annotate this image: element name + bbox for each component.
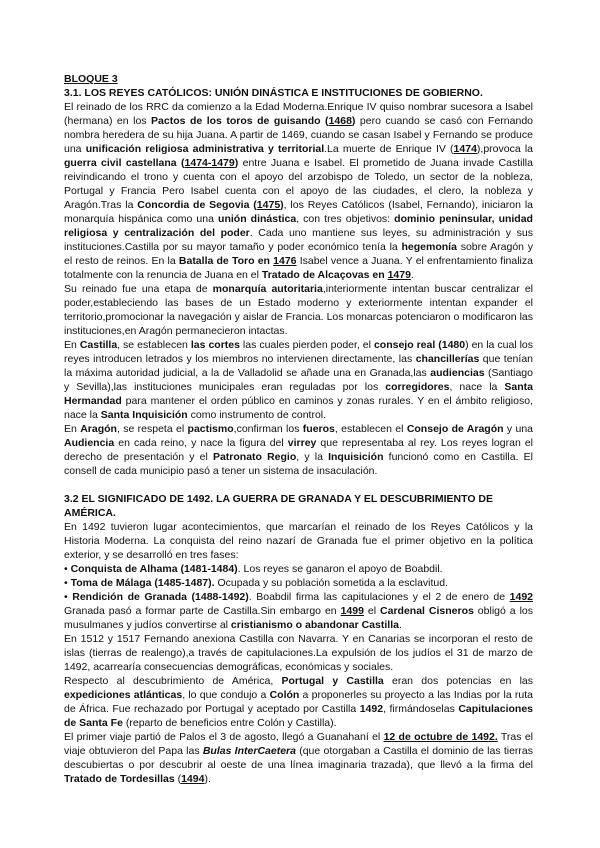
text-run: expediciones atlánticas [64, 689, 183, 701]
text-run: 12 de octubre de 1492. [383, 731, 498, 743]
text-run: a proponerles su proyecto a las Indias por la ruta de África. Fue rechazado por Portugal y aceptado por Castilla [64, 689, 533, 715]
text-run: 1474-1479 [184, 157, 235, 169]
text-run: , los Reyes Católicos (Isabel, Fernando), iniciaron la monarquía hispánica como una [64, 199, 533, 225]
text-run: las cortes [190, 339, 240, 351]
text-run: Portugal y Castilla [281, 675, 384, 687]
text-run: (que otorgaban a Castilla el dominio de las tierras descubiertas o por descubrir al oeste de una línea imaginaria trazada), que llevó a la firma del [64, 745, 534, 771]
section-2-title: 3.2 EL SIGNIFICADO DE 1492. LA GUERRA DE GRANADA Y EL DESCUBRIMIENTO DE AMÉRICA. [64, 493, 494, 519]
text-run: El primer viaje partió de Palos el 3 de agosto, llegó a Guanahaní el [64, 731, 384, 743]
text-run: funcionó como en Castilla. El consell de cada municipio pasó a tener un sistema de insaculación. [64, 451, 533, 477]
text-run: En [64, 339, 80, 351]
text-run: Castilla [79, 339, 118, 351]
text-run: . Cada uno mantiene sus leyes, su administración y sus instituciones.Castilla por su mayor tamaño y poder económico tenía la [64, 227, 533, 253]
text-run: Audiencia [64, 437, 115, 449]
paragraph [64, 576, 533, 590]
text-run: unificación religiosa administrativa y territorial [85, 143, 325, 155]
text-run: Santa Inquisición [100, 409, 188, 421]
text-run: , nace la [449, 381, 505, 393]
block-heading: BLOQUE 3 [64, 73, 118, 85]
text-run: eran dos potencias en las [383, 675, 533, 687]
text-run: entre Juana e Isabel. El prometido de Juana invade Castilla reivindicando el trono y cuenta con el apoyo del arzobispo de Toledo, un sector de la nobleza, Portugal y Francia Pero Isabel cuenta con el apoyo de las ciudades, el clero, la nobleza y Aragón.Tras la [64, 157, 533, 211]
text-run: Granada pasó a formar parte de Castilla.Sin embargo en [64, 605, 341, 617]
text-run: ,interiormente intentan buscar centralizar el poder,estableciendo las bases de un Estado moderno y exteriormente intentan expander el territorio,promocionar la navegación y aislar de Francia. Los monarcas potenciaron o modificaron las instituciones,en Aragón permanecieron intactas. [64, 283, 533, 337]
text-run: pactismo [187, 423, 234, 435]
text-run: monarquía autoritaria [212, 283, 323, 295]
text-run: . Los reyes se ganaron el apoyo de Boabdil. [237, 563, 443, 575]
text-run: como instrumento de control. [187, 409, 327, 421]
text-run: Tras el viaje obtuvieron del Papa las [64, 731, 533, 757]
text-run: Patronato Regio [212, 451, 297, 463]
text-run: , lo que condujo a [182, 689, 270, 701]
section-spacer [64, 478, 533, 492]
text-run: Tratado de Tordesillas [64, 773, 175, 785]
paragraph [64, 562, 533, 576]
text-run: dominio peninsular, unidad religiosa y centralización del poder [64, 213, 533, 239]
text-run: Capitulaciones de Santa Fe [64, 703, 533, 729]
text-run: 1499 [340, 605, 364, 617]
text-run: Toma de Málaga (1485-1487). [70, 577, 215, 589]
paragraph [64, 520, 533, 562]
text-run: hegemonía [401, 241, 457, 253]
text-run: (Santiago y Sevilla),las instituciones municipales eran reguladas por los [64, 367, 533, 393]
section-1-body [64, 100, 533, 478]
text-run: • [64, 591, 73, 603]
text-run: sobre Aragón y el resto de reinos. En la [64, 241, 534, 267]
text-run: Tratado de Alcaçovas en [261, 269, 388, 281]
text-run: en cada reino, y nace la figura del [114, 437, 288, 449]
text-run: . Boabdil firma las capitulaciones y el 2 de enero de [248, 591, 510, 603]
text-run: que tenían la máxima autoridad judicial, a la de Valladolid se añade una en Granada,las [64, 353, 533, 379]
text-run: pero cuando se casó con Fernando nombra heredera de su hija Juana. A partir de 1469, cuando se casan Isabel y Fernando se produce una [64, 115, 533, 155]
text-run: 1492 [509, 591, 533, 603]
text-run: . [398, 619, 402, 631]
text-run: , con tres objetivos: [296, 213, 395, 225]
text-run: (reparto de beneficios entre Colón y Castilla). [122, 717, 337, 729]
text-run: ( [174, 773, 182, 785]
paragraph [64, 422, 533, 478]
text-run: , establecen el [334, 423, 407, 435]
text-run: ),provoca la [476, 143, 534, 155]
paragraph [64, 730, 533, 786]
text-run: El reinado de los RRC da comienzo a la Edad Moderna.Enrique IV quiso nombrar sucesora a Isabel (hermana) en los [64, 101, 533, 127]
paragraph [64, 282, 533, 338]
text-run: que representaba al rey. Los reyes logran el derecho de presentación y el [64, 437, 534, 463]
text-run: Bulas InterCaetera [202, 745, 296, 757]
text-run: 1476 [273, 255, 297, 267]
text-run: Ocupada y su población sometida a la esclavitud. [214, 577, 449, 589]
text-run: , y la [296, 451, 329, 463]
text-run: 1475 [256, 199, 281, 211]
text-run: fueros [302, 423, 335, 435]
text-run: Inquisición [328, 451, 384, 463]
document-page [64, 72, 533, 786]
text-run: y una [503, 423, 534, 435]
text-run: ,confirman los [233, 423, 303, 435]
text-run: ) [351, 115, 356, 127]
text-run: Isabel vence a Juana. Y el enfrentamiento finaliza totalmente con la renuncia de Juana en el [64, 255, 533, 281]
text-run: corregidores [385, 381, 450, 393]
text-run: En 1492 tuvieron lugar acontecimientos, que marcarían el reinado de los Reyes Católicos y la Historia Moderna. La conquista del reino nazarí de Granada fue el primer objetivo en la política exterior, y se desarrolló en tres fases: [64, 521, 533, 561]
text-run: Batalla de Toro en [178, 255, 274, 267]
text-run: 1492 [359, 703, 384, 715]
text-run: Pactos de los toros de guisando ( [151, 115, 329, 127]
text-run: unión dinástica [218, 213, 297, 225]
text-run: Cardenal Cisneros [380, 605, 474, 617]
text-run: Su reinado fue una etapa de [64, 283, 213, 295]
text-run: virrey [287, 437, 317, 449]
text-run: Rendición de Granada (1488-1492) [72, 591, 249, 603]
text-run: ) [280, 199, 284, 211]
text-run: consejo real (1480 [373, 339, 466, 351]
text-run: , se establecen [117, 339, 191, 351]
text-run: , se respeta el [116, 423, 188, 435]
text-run: 1474 [453, 143, 477, 155]
text-run: • [64, 563, 71, 575]
paragraph [64, 632, 533, 674]
text-run: Aragón [80, 423, 117, 435]
paragraph [64, 100, 533, 282]
text-run: las cuales pierden poder, el [239, 339, 374, 351]
text-run: para mantener el orden público en caminos y zonas rurales. Y en el ámbito religioso, nace la [64, 395, 533, 421]
text-run: el [363, 605, 381, 617]
text-run: .La muerte de Enrique IV ( [324, 143, 454, 155]
text-run: Respecto al descubrimiento de América, [64, 675, 282, 687]
paragraph [64, 674, 533, 730]
text-run: ). [204, 773, 211, 785]
text-run: , firmándoselas [383, 703, 459, 715]
text-run: Consejo de Aragón [406, 423, 504, 435]
text-run: cristianismo o abandonar Castilla [230, 619, 399, 631]
text-run: chancillerías [415, 353, 480, 365]
text-run: 1468 [328, 115, 352, 127]
text-run: Concordia de Segovia ( [137, 199, 257, 211]
text-run: 1479 [387, 269, 411, 281]
text-run: . [410, 269, 414, 281]
text-run: En [64, 423, 81, 435]
text-run: 1494 [181, 773, 205, 785]
text-run: ) [234, 157, 239, 169]
text-run: Conquista de Alhama (1481-1484) [70, 563, 238, 575]
text-run: audiencias [430, 367, 485, 379]
text-run: obligó a los musulmanes y judíos convertirse al [64, 605, 533, 631]
section-1-title: 3.1. LOS REYES CATÓLICOS: UNIÓN DINÁSTICA E INSTITUCIONES DE GOBIERNO. [64, 87, 483, 99]
text-run: ) en la cual los reyes introducen letrados y los miembros no intervienen directamente, las [64, 339, 534, 365]
text-run: En 1512 y 1517 Fernando anexiona Castilla con Navarra. Y en Canarias se incorporan el resto de islas (tierras de realengo),a través de capitulaciones.La expulsión de los judíos el 31 de marzo de 1492, acarrearía consecuencias demográficas, económicas y sociales. [64, 633, 533, 673]
text-run: guerra civil castellana ( [64, 157, 185, 169]
text-run: • [64, 577, 71, 589]
paragraph [64, 590, 533, 632]
text-run: Santa Hermandad [64, 381, 533, 407]
paragraph [64, 338, 533, 422]
text-run: Colón [269, 689, 300, 701]
section-2-body [64, 520, 533, 786]
